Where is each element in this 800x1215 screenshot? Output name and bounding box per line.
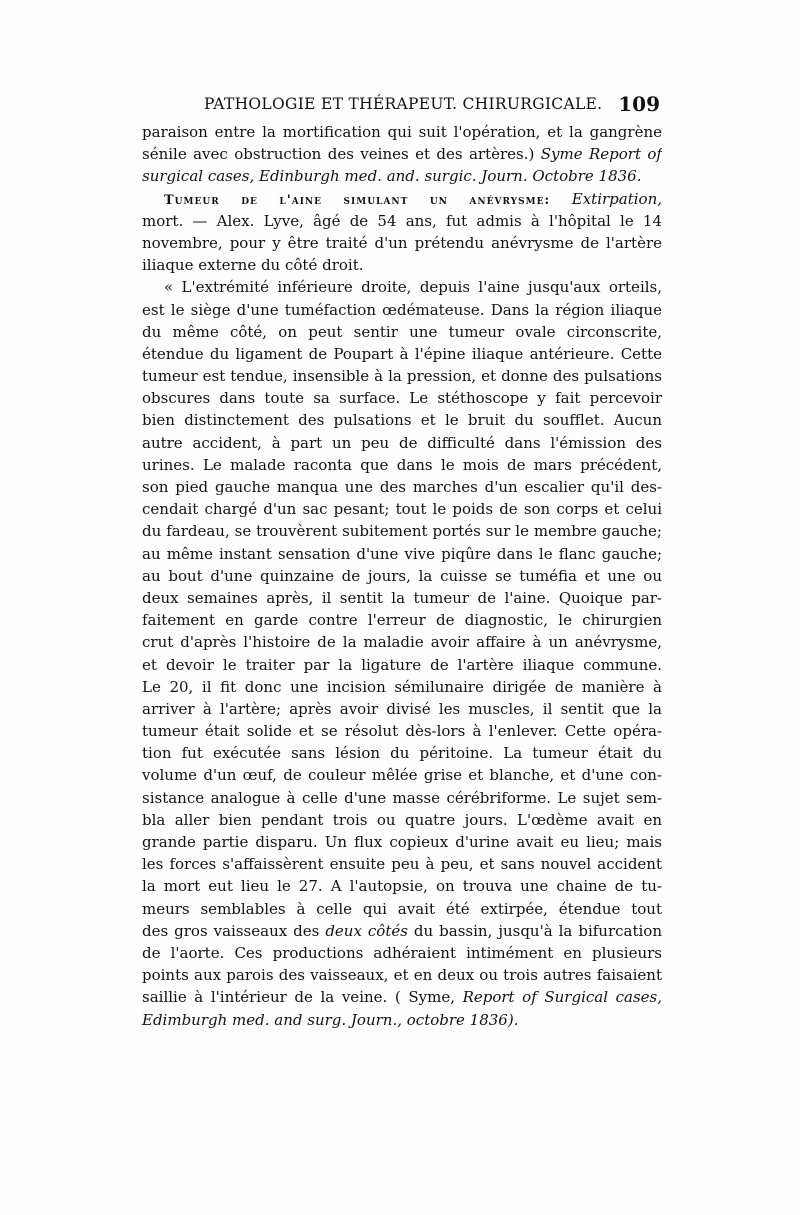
text-line (142, 986, 662, 1008)
text-line: tion fut exécutée sans lésion du péritoine. La tumeur était du (142, 744, 662, 763)
running-head-title: PATHOLOGIE ET THÉRAPEUT. CHIRURGICALE. (204, 95, 603, 113)
text-line: points aux parois des vaisseaux, et en deux ou trois autres faisaient (142, 966, 662, 985)
text-line-part: des gros vaisseaux des (142, 921, 326, 940)
running-head (142, 92, 660, 120)
citation-italic: Syme Report of (540, 145, 662, 164)
text-line: « L'extrémité inférieure droite, depuis l'aine jusqu'aux orteils, (164, 278, 662, 297)
case-heading-line (142, 188, 662, 210)
text-line: au même instant sensation d'une vive piqûre dans le flanc gauche; (142, 544, 662, 563)
text-line (142, 920, 662, 942)
text-line: du même côté, on peut sentir une tumeur ovale circonscrite, (142, 322, 662, 341)
citation-italic: Edimburgh med. and surg. Journ., octobre 1836). (142, 1010, 519, 1029)
citation-italic: Report of Surgical cases, (462, 988, 662, 1007)
body-text (142, 121, 662, 1031)
text-line: étendue du ligament de Poupart à l'épine iliaque antérieure. Cette (142, 344, 662, 363)
text-line: tumeur est tendue, insensible à la pression, et donne des pulsations (142, 367, 662, 386)
text-line (142, 143, 662, 165)
text-line: est le siège d'une tuméfaction œdémateuse. Dans la région iliaque (142, 300, 662, 319)
text-line: tumeur était solide et se résolut dès-lors à l'enlever. Cette opéra- (142, 722, 662, 741)
text-line: et devoir le traiter par la ligature de l'artère iliaque commune. (142, 655, 662, 674)
citation-italic: surgical cases, Edinburgh med. and. surgic. Journ. Octobre 1836. (142, 167, 642, 186)
text-line: Le 20, il fit donc une incision sémilunaire dirigée de manière à (142, 677, 662, 696)
text-line: grande partie disparu. Un flux copieux d'urine avait eu lieu; mais (142, 833, 662, 851)
text-line: au bout d'une quinzaine de jours, la cuisse se tuméfia et une ou (142, 566, 662, 585)
text-line: les forces s'affaissèrent ensuite peu à peu, et sans nouvel accident (142, 855, 662, 874)
page-number: 109 (618, 92, 660, 116)
text-line: faitement en garde contre l'erreur de diagnostic, le chirurgien (142, 611, 662, 630)
text-line: sistance analogue à celle d'une masse cérébriforme. Le sujet sem- (142, 788, 662, 807)
text-line (142, 1009, 662, 1031)
text-line: mort. — Alex. Lyve, âgé de 54 ans, fut admis à l'hôpital le 14 (142, 211, 662, 230)
text-line: autre accident, à part un peu de difficulté dans l'émission des (142, 433, 662, 452)
text-line: arriver à l'artère; après avoir divisé les muscles, il sentit que la (142, 699, 662, 718)
text-line: obscures dans toute sa surface. Le stéthoscope y fait percevoir (142, 389, 662, 408)
text-line-part: saillie à l'intérieur de la veine. ( Syme, (142, 988, 463, 1007)
text-line: meurs semblables à celle qui avait été extirpée, étendue tout (142, 899, 662, 918)
text-line: son pied gauche manqua une des marches d'un escalier qu'il des- (142, 478, 662, 496)
case-heading: Tumeur de l'aine simulant un anévrysme: (164, 192, 572, 208)
text-line: crut d'après l'histoire de la maladie avoir affaire à un anévrysme, (142, 633, 662, 652)
text-line: deux semaines après, il sentit la tumeur de l'aine. Quoique par- (142, 588, 662, 607)
text-line: cendait chargé d'un sac pesant; tout le poids de son corps et celui (142, 500, 662, 519)
text-line: novembre, pour y être traité d'un prétendu anévrysme de l'artère (142, 233, 662, 252)
text-line: de l'aorte. Ces productions adhéraient intimément en plusieurs (142, 943, 662, 962)
emphasis-italic: deux côtés (325, 921, 408, 940)
text-line: bien distinctement des pulsations et le bruit du soufflet. Aucun (142, 411, 662, 430)
text-line-part: sénile avec obstruction des veines et des artères.) (142, 145, 541, 164)
text-line: volume d'un œuf, de couleur mêlée grise et blanche, et d'une con- (142, 766, 662, 785)
text-line (142, 165, 662, 187)
text-line: iliaque externe du côté droit. (142, 256, 364, 275)
text-line: paraison entre la mortification qui suit l'opération, et la gangrène (142, 123, 662, 141)
text-line: du fardeau, se trouvèrent subitement portés sur le membre gauche; (142, 522, 662, 541)
text-line: urines. Le malade raconta que dans le mois de mars précédent, (142, 455, 662, 474)
text-line: la mort eut lieu le 27. A l'autopsie, on trouva une chaine de tu- (142, 877, 662, 896)
text-line: bla aller bien pendant trois ou quatre jours. L'œdème avait en (142, 810, 662, 829)
case-heading-italic: Extirpation, (571, 189, 662, 208)
text-line-part: du bassin, jusqu'à la bifurcation (407, 921, 662, 940)
